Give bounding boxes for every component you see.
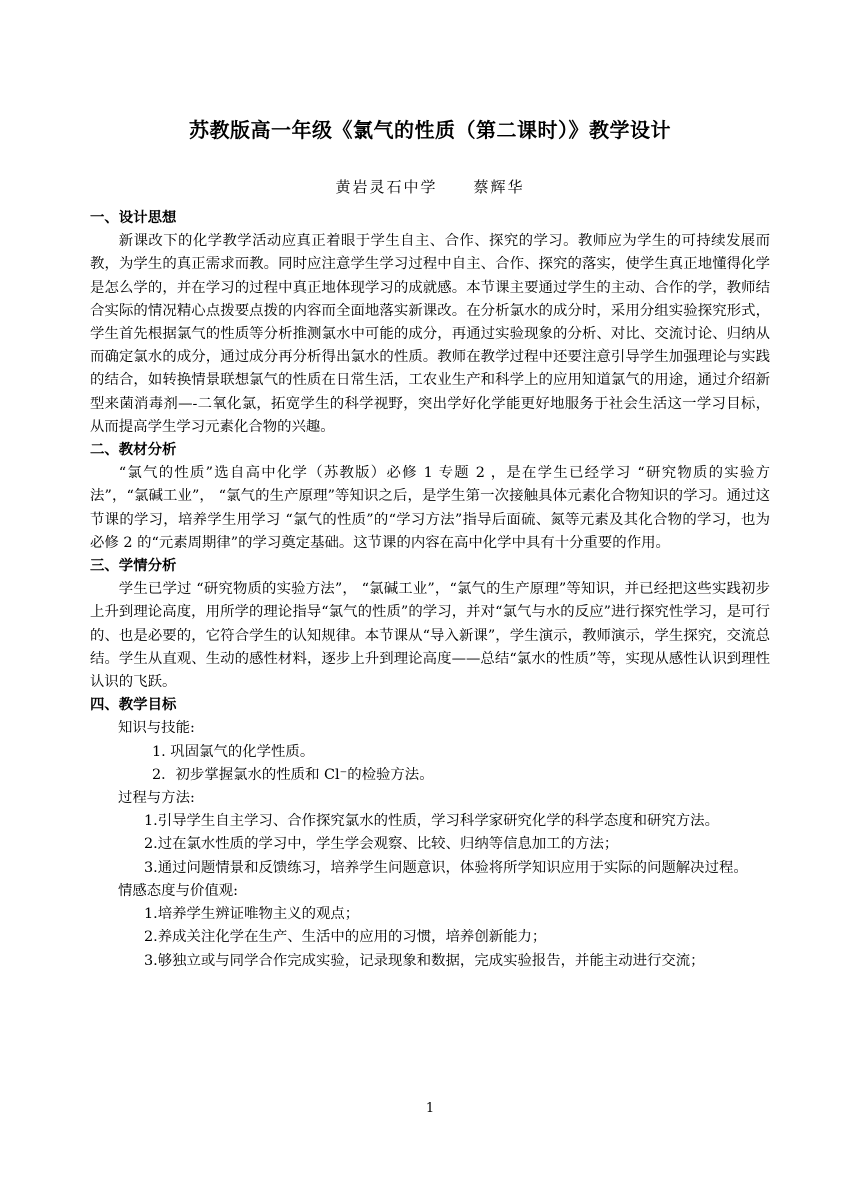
author-school: 黄岩灵石中学 [335, 178, 438, 196]
goal-process-item: 2.过在氯水性质的学习中，学生学会观察、比较、归纳等信息加工的方法； [144, 836, 619, 853]
goal-process-item: 3.通过问题情景和反馈练习，培养学生问题意识，体验将所学知识应用于实际的问题解决过程。 [144, 859, 748, 876]
goal-knowledge-item: 1. 巩固氯气的化学性质。 [152, 743, 315, 760]
goal-emotion-item: 1.培养学生辨证唯物主义的观点； [144, 906, 360, 923]
section-heading-goals: 四、教学目标 [90, 697, 177, 714]
document-body [90, 207, 770, 973]
document-title: 苏教版高一年级《氯气的性质（第二课时）》教学设计 [189, 118, 671, 142]
section-heading-design: 一、设计思想 [90, 210, 177, 226]
goal-emotion-label: 情感态度与价值观: [118, 882, 238, 899]
goal-process-item: 1.引导学生自主学习、合作探究氯水的性质，学习科学家研究化学的科学态度和研究方法。 [144, 813, 719, 830]
author-line [0, 176, 860, 197]
section-heading-textbook: 二、教材分析 [90, 442, 177, 459]
goal-emotion-item: 2.养成关注化学在生产、生活中的应用的习惯，培养创新能力； [144, 929, 547, 946]
section-heading-students: 三、学情分析 [90, 558, 177, 575]
goal-process-label: 过程与方法: [118, 790, 195, 807]
section-paragraph-textbook: “氯气的性质”选自高中化学（苏教版）必修 1 专题 2 ，是在学生已经学习 “研究物质的实验方法”，“氯碱工业”， “氯气的生产原理”等知识之后，是学生第一次接触具体元素化合物知识的学习。通过这节课的学习，培养学生用学习 “氯气的性质”的“学习方法”指导后面硫、氮等元素及其化合物的学习，也为必修 2 的“元素周期律”的学习奠定基础。这节课的内容在高中化学中具有十分重要的作用。 [90, 465, 770, 551]
page-number: 1 [425, 1101, 435, 1116]
goal-knowledge-item: 2．初步掌握氯水的性质和 Cl⁻的检验方法。 [152, 766, 434, 783]
goal-knowledge-label: 知识与技能: [118, 720, 195, 737]
goal-emotion-item: 3.够独立或与同学合作完成实验，记录现象和数据，完成实验报告，并能主动进行交流； [144, 952, 705, 969]
author-name: 蔡辉华 [473, 178, 525, 196]
section-paragraph-students: 学生已学过 “研究物质的实验方法”， “氯碱工业”，“氯气的生产原理”等知识，并已经把这些实践初步上升到理论高度，用所学的理论指导“氯气的性质”的学习，并对“氯气与水的反应”进行探究性学习，是可行的、也是必要的，它符合学生的认知规律。本节课从“导入新课”，学生演示，教师演示，学生探究，交流总结。学生从直观、生动的感性材料，逐步上升到理论高度——总结“氯水的性质”等，实现从感性认识到理性认识的飞跃。 [90, 581, 770, 691]
section-paragraph-design: 新课改下的化学教学活动应真正着眼于学生自主、合作、探究的学习。教师应为学生的可持续发展而教，为学生的真正需求而教。同时应注意学生学习过程中自主、合作、探究的落实，使学生真正地懂得化学是怎么学的，并在学习的过程中真正地体现学习的成就感。本节课主要通过学生的主动、合作的学，教师结合实际的情况精心点拨要点拨的内容而全面地落实新课改。在分析氯水的成分时，采用分组实验探究形式，学生首先根据氯气的性质等分析推测氯水中可能的成分，再通过实验现象的分析、对比、交流讨论、归纳从而确定氯水的成分，通过成分再分析得出氯水的性质。教师在教学过程中还要注意引导学生加强理论与实践的结合，如转换情景联想氯气的性质在日常生活，工农业生产和科学上的应用知道氯气的用途，通过介绍新型来菌消毒剂—-二氧化氯，拓宽学生的科学视野，突出学好化学能更好地服务于社会生活这一学习目标，从而提高学生学习元素化合物的兴趣。 [90, 233, 770, 435]
